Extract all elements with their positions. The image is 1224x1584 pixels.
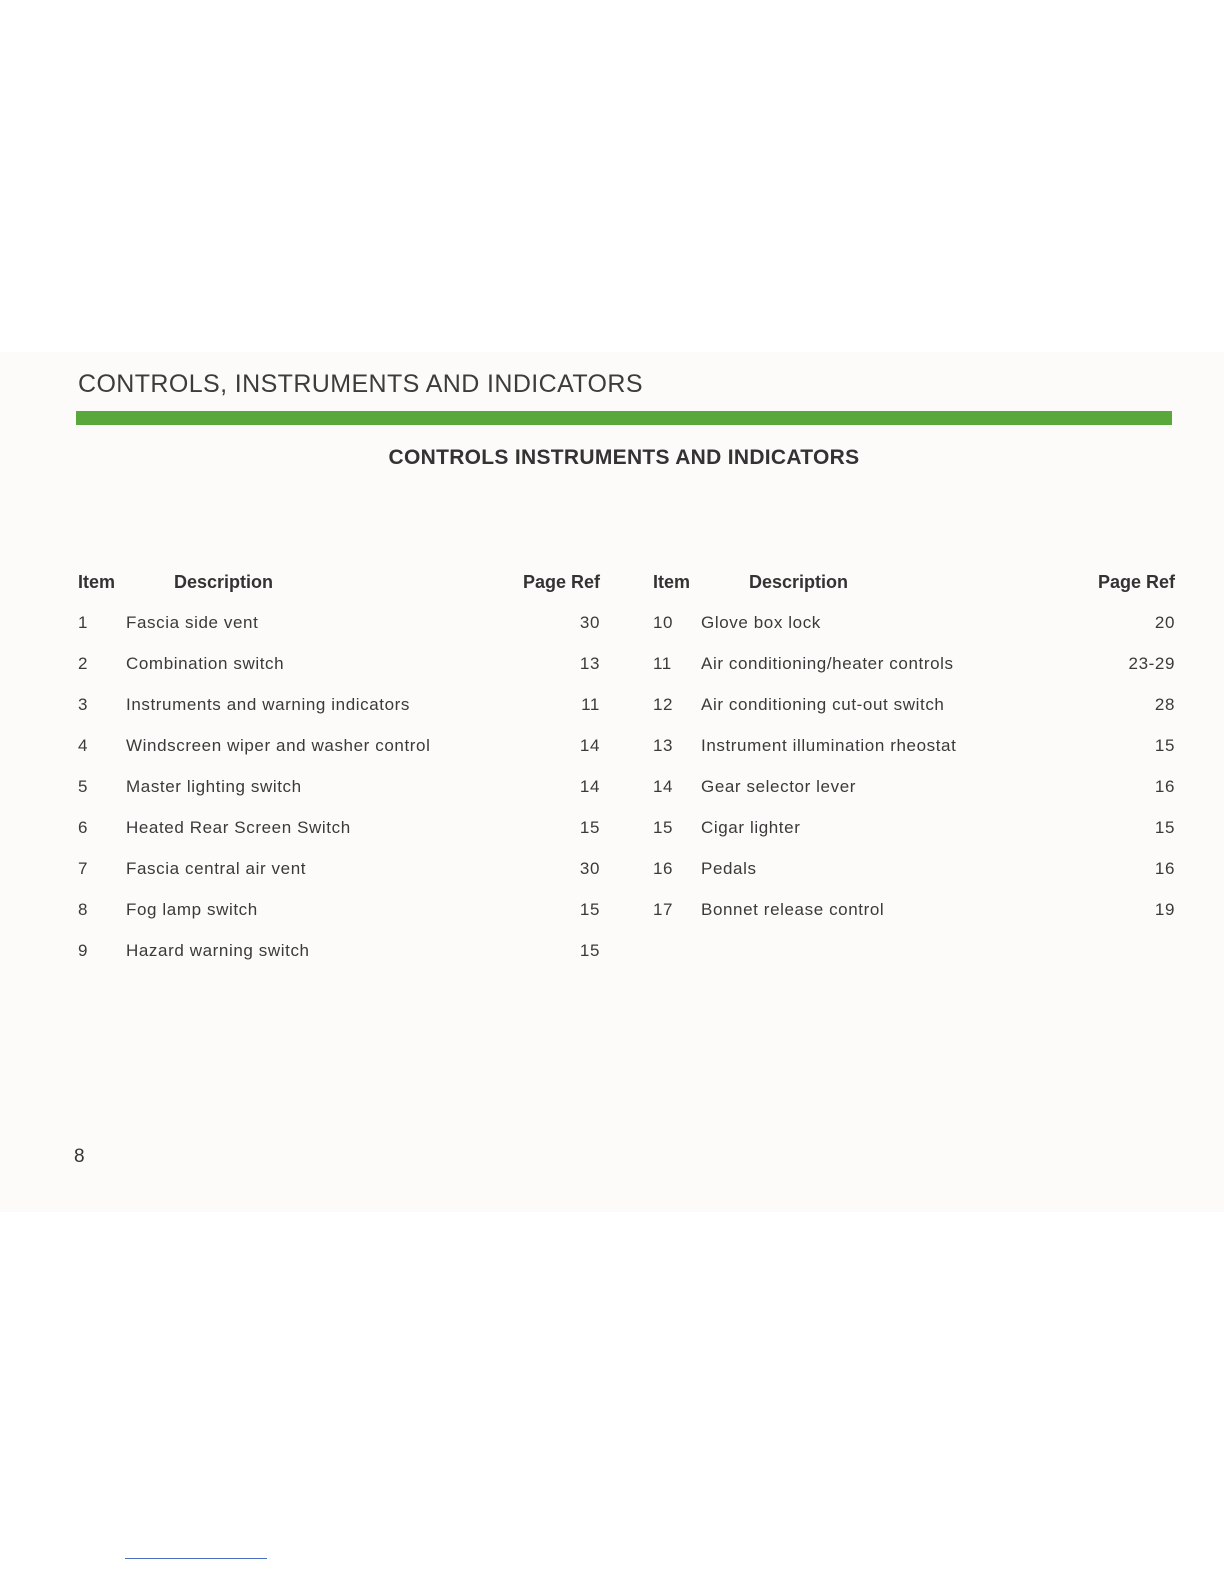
item-description: Pedals (701, 859, 757, 878)
table-row (653, 859, 1175, 900)
header-item: Item (78, 572, 116, 592)
table-row (653, 654, 1175, 695)
item-number: 14 (653, 777, 674, 796)
page-reference: 15 (579, 818, 600, 837)
page-reference: 13 (579, 654, 600, 673)
right-table-body (653, 613, 1175, 941)
header-page-ref: Page Ref (1097, 572, 1175, 592)
page-title: CONTROLS INSTRUMENTS AND INDICATORS (388, 446, 860, 469)
item-number: 12 (653, 695, 674, 714)
page-reference: 14 (579, 736, 600, 755)
item-description: Fascia side vent (126, 613, 259, 632)
manual-page (0, 352, 1224, 1212)
item-number: 9 (78, 941, 89, 960)
table-row (78, 818, 600, 859)
table-row (653, 900, 1175, 941)
item-description: Windscreen wiper and washer control (126, 736, 431, 755)
item-description: Instrument illumination rheostat (701, 736, 957, 755)
table-row (78, 613, 600, 654)
page-reference: 16 (1154, 859, 1175, 878)
left-table-body (78, 613, 600, 982)
page-reference: 14 (579, 777, 600, 796)
table-header (78, 572, 600, 613)
table-row (653, 613, 1175, 654)
item-description: Glove box lock (701, 613, 821, 632)
left-table (78, 572, 600, 982)
table-row (78, 777, 600, 818)
blue-underline-mark (125, 1558, 267, 1559)
page-reference: 11 (581, 695, 600, 714)
table-row (78, 736, 600, 777)
green-divider-rule (76, 411, 1172, 425)
running-head: CONTROLS, INSTRUMENTS AND INDICATORS (78, 370, 643, 398)
item-number: 1 (78, 613, 89, 632)
header-page-ref: Page Ref (522, 572, 600, 592)
item-description: Instruments and warning indicators (126, 695, 411, 714)
table-header (653, 572, 1175, 613)
page-reference: 15 (579, 941, 600, 960)
header-description: Description (749, 572, 849, 592)
item-description: Cigar lighter (701, 818, 801, 837)
item-number: 10 (653, 613, 674, 632)
item-number: 3 (78, 695, 89, 714)
page-reference: 15 (1154, 818, 1175, 837)
table-row (653, 695, 1175, 736)
item-number: 17 (653, 900, 674, 919)
page-reference: 15 (579, 900, 600, 919)
item-number: 8 (78, 900, 89, 919)
page-reference: 15 (1154, 736, 1175, 755)
table-row (78, 695, 600, 736)
page-reference: 23-29 (1128, 654, 1175, 673)
item-number: 4 (78, 736, 89, 755)
table-row (78, 900, 600, 941)
item-description: Combination switch (126, 654, 285, 673)
table-row (653, 777, 1175, 818)
item-description: Fascia central air vent (126, 859, 307, 878)
item-number: 16 (653, 859, 674, 878)
item-number: 11 (653, 654, 672, 673)
page-reference: 16 (1154, 777, 1175, 796)
item-description: Air conditioning/heater controls (701, 654, 954, 673)
item-number: 6 (78, 818, 89, 837)
item-number: 7 (78, 859, 89, 878)
item-number: 13 (653, 736, 674, 755)
item-description: Bonnet release control (701, 900, 885, 919)
page-number: 8 (74, 1146, 85, 1167)
right-table (653, 572, 1175, 941)
table-row (78, 941, 600, 982)
item-number: 2 (78, 654, 89, 673)
table-row (78, 859, 600, 900)
page-reference: 20 (1154, 613, 1175, 632)
item-number: 5 (78, 777, 89, 796)
item-description: Gear selector lever (701, 777, 857, 796)
table-row (653, 736, 1175, 777)
item-description: Heated Rear Screen Switch (126, 818, 351, 837)
item-description: Air conditioning cut-out switch (701, 695, 945, 714)
item-description: Master lighting switch (126, 777, 302, 796)
item-description: Fog lamp switch (126, 900, 258, 919)
page-reference: 30 (579, 613, 600, 632)
item-number: 15 (653, 818, 674, 837)
table-row (78, 654, 600, 695)
item-description: Hazard warning switch (126, 941, 310, 960)
page-reference: 28 (1154, 695, 1175, 714)
table-row (653, 818, 1175, 859)
page-reference: 30 (579, 859, 600, 878)
header-description: Description (174, 572, 274, 592)
header-item: Item (653, 572, 691, 592)
page-reference: 19 (1154, 900, 1175, 919)
